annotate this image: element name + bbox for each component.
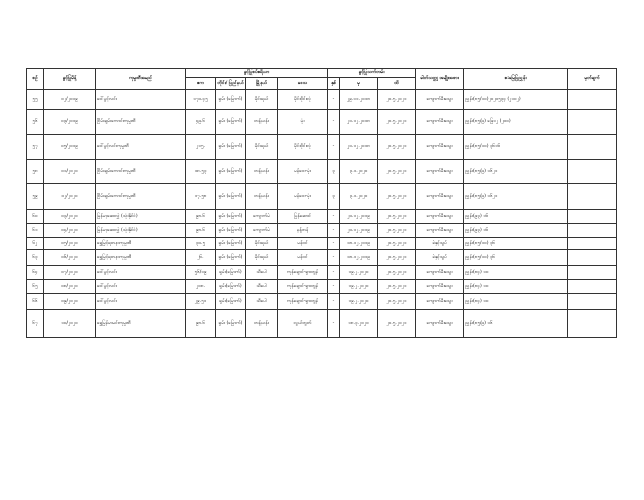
- cell-permit-no: ၀၄/၂၀၂၀: [44, 224, 96, 238]
- cell-permit-no: ၁၀/၂၀၂၀: [44, 310, 96, 338]
- cell-to: ၂၀.၅.၂၀၂၁: [378, 280, 416, 294]
- cell-coordinates: ညွှန်း(၈၅/၁၀) ၃၆: [464, 250, 568, 266]
- cell-remarks: [568, 210, 617, 224]
- table-body: [27, 90, 617, 338]
- cell-permit-no: ၀၅/၂၀၂၀: [44, 238, 96, 250]
- cell-serial: ၆၆: [27, 294, 44, 310]
- cell-remarks: [568, 110, 617, 135]
- cell-coordinates: ညွှန်း(၈၅/၁၀) ၃၆၁၆: [464, 135, 568, 160]
- cell-years: ၃: [328, 160, 340, 184]
- table-row: [27, 224, 617, 238]
- cell-permit-no: ၀၈/၂၀၂၀: [44, 280, 96, 294]
- cell-remarks: [568, 266, 617, 280]
- cell-coordinates: ညွှန်း(၉၃) ၁၆: [464, 210, 568, 224]
- cell-remarks: [568, 238, 617, 250]
- cell-serial: ၅၇: [27, 135, 44, 160]
- cell-mineral: ကျောက်မီးသွေး: [416, 294, 464, 310]
- cell-serial: ၆၀: [27, 210, 44, 224]
- cell-years: -: [328, 266, 340, 280]
- cell-remarks: [568, 135, 617, 160]
- cell-mineral: ခဲနှင့်သွပ်: [416, 238, 464, 250]
- cell-company: မြန်မာ့ဆေးလွှဲ (သုံးနိုင်ငံ): [96, 210, 186, 224]
- cell-years: -: [328, 224, 340, 238]
- table-row: [27, 160, 617, 184]
- cell-company: ဒေါ်ပွင့်လင်းကုမ္ပဏီ: [96, 135, 186, 160]
- cell-unit: ရှမ်း (မြောက်): [216, 250, 246, 266]
- cell-unit: ရှမ်း(မြောက်): [216, 280, 246, 294]
- cell-to: ၂၀.၅.၂၀၂၁: [378, 90, 416, 110]
- table-row: [27, 210, 617, 224]
- cell-to: ၂၀.၅.၂၀၂၁: [378, 310, 416, 338]
- cell-from: ၂၀.၁၂.၂၀၁၉: [340, 210, 378, 224]
- cell-permit-no: ၀၇/၂၀၂၀: [44, 266, 96, 280]
- header-duration-group: ခွင့်ပြုသက်တမ်း: [328, 69, 416, 78]
- cell-mineral: ကျောက်မီးသွေး: [416, 210, 464, 224]
- cell-coordinates: ညွှန်း(၈၅/၉) ခြေ၁၂ (၂၀၀): [464, 110, 568, 135]
- cell-village: မုံး: [278, 110, 328, 135]
- cell-mineral: ခဲနှင့်သွပ်: [416, 250, 464, 266]
- header-district: မြို့နယ်: [246, 78, 278, 90]
- cell-from: ၂၀.၁၂.၂၀၁၉: [340, 224, 378, 238]
- cell-unit: ရှမ်း (မြောက်): [216, 160, 246, 184]
- cell-district: တန့်ယန်း: [246, 184, 278, 210]
- data-table-container: [26, 68, 616, 478]
- cell-district: ကျောက်မဲ: [246, 224, 278, 238]
- cell-district: ကျောက်မဲ: [246, 210, 278, 224]
- cell-permit-no: ၀၃/၂၀၂၀: [44, 210, 96, 224]
- header-from: မှ: [340, 78, 378, 90]
- cell-serial: ၅၈: [27, 160, 44, 184]
- cell-years: -: [328, 310, 340, 338]
- cell-remarks: [568, 250, 617, 266]
- cell-village: မန်ဝင်: [278, 238, 328, 250]
- cell-company: မြန်မာ့ဆေးလွှဲ (သုံးနိုင်ငံ): [96, 224, 186, 238]
- cell-coordinates: ညွှန်း(၈၅/၉) ၁၆၂၁: [464, 160, 568, 184]
- cell-district: သီပေါ: [246, 294, 278, 310]
- cell-remarks: [568, 160, 617, 184]
- cell-to: ၂၀.၅.၂၀၂၁: [378, 135, 416, 160]
- cell-village: မန်ဝေး-မုံး: [278, 160, 328, 184]
- table-row: [27, 90, 617, 110]
- cell-unit: ရှမ်း (မြောက်): [216, 184, 246, 210]
- cell-from: ၁၉.၂.၂၀၂၀: [340, 294, 378, 310]
- cell-unit: ရှမ်း(မြောက်): [216, 266, 246, 280]
- cell-serial: ၆၁: [27, 224, 44, 238]
- header-serial: စဉ်: [27, 69, 44, 90]
- cell-company: ငြိမ်းချမ်းကောင်းကုမ္ပဏီ: [96, 110, 186, 135]
- cell-coordinates: ညွှန်း(၈၅/၉) ၁၆၂၁: [464, 184, 568, 210]
- cell-company: ရွှေမြင့်ရတနာကုမ္ပဏီ: [96, 250, 186, 266]
- cell-serial: ၆၅: [27, 280, 44, 294]
- cell-village: နန့်တန်: [278, 224, 328, 238]
- cell-district: မိုင်းရယ်: [246, 238, 278, 250]
- cell-from: ၁၈.၁၂.၂၀၁၉: [340, 238, 378, 250]
- table-row: [27, 135, 617, 160]
- cell-remarks: [568, 294, 617, 310]
- table-row: [27, 238, 617, 250]
- table-row: [27, 184, 617, 210]
- cell-village: ကုန်ချောင်-ရှားတွန်: [278, 280, 328, 294]
- cell-area: ၁၇.၅၈: [186, 184, 216, 210]
- cell-company: ရွှေမြန်မာမင်းကုမ္ပဏီ: [96, 310, 186, 338]
- cell-permit-no: ၀၅/၂၀၁၉: [44, 135, 96, 160]
- cell-village: မန်ဝင်: [278, 250, 328, 266]
- cell-area: ၅၆/၁၉: [186, 266, 216, 280]
- cell-company: ရွှေမြင့်ရတနာကုမ္ပဏီ: [96, 238, 186, 250]
- cell-village: မိုင်းဝိုင်းလုံ: [278, 135, 328, 160]
- cell-unit: ရှမ်း (မြောက်): [216, 210, 246, 224]
- cell-mineral: ကျောက်မီးသွေး: [416, 310, 464, 338]
- cell-to: ၂၀.၅.၂၀၂၁: [378, 294, 416, 310]
- table-row: [27, 250, 617, 266]
- cell-years: -: [328, 110, 340, 135]
- cell-area: ၉၈.၆: [186, 224, 216, 238]
- cell-from: ၁၈.၃.၂၀၂၀: [340, 310, 378, 338]
- cell-coordinates: ညွှန်း(၈၅/၁၀)၂၀၂၀၅၃၄ (၂၁၀၂): [464, 90, 568, 110]
- cell-to: ၂၀.၅.၂၀၂၁: [378, 224, 416, 238]
- cell-mineral: ကျောက်မီးသွေး: [416, 280, 464, 294]
- cell-coordinates: ညွှန်း(၈၄) ၁၀: [464, 280, 568, 294]
- cell-years: -: [328, 250, 340, 266]
- cell-coordinates: ညွှန်း(၈၄) ၁၀: [464, 294, 568, 310]
- cell-village: မန်ဝေး-မုံး: [278, 184, 328, 210]
- cell-area: ၉၈.၆: [186, 310, 216, 338]
- cell-district: မိုင်းရယ်: [246, 250, 278, 266]
- cell-district: သီပေါ: [246, 280, 278, 294]
- cell-unit: ရှမ်း (မြောက်): [216, 135, 246, 160]
- cell-district: မိုင်းရယ်: [246, 90, 278, 110]
- cell-permit-no: ၀၂/၂၀၁၉: [44, 90, 96, 110]
- cell-remarks: [568, 90, 617, 110]
- cell-district: တန့်ယန်း: [246, 160, 278, 184]
- header-years: နှစ်: [328, 78, 340, 90]
- cell-to: ၂၀.၅.၂၀၂၁: [378, 210, 416, 224]
- cell-to: ၂၀.၅.၂၀၂၁: [378, 160, 416, 184]
- table-row: [27, 266, 617, 280]
- cell-area: ၄၉.၆: [186, 110, 216, 135]
- cell-company: ဒေါ်ပွင့်လင်း: [96, 294, 186, 310]
- cell-district: တန့်ယန်း: [246, 110, 278, 135]
- cell-from: ၂၀.၁၂.၂၀၁၈: [340, 110, 378, 135]
- header-company: ကုမ္ပဏီအမည်: [96, 69, 186, 90]
- cell-permit-no: ၀၁/၂၀၂၀: [44, 160, 96, 184]
- cell-area: ၂၁၅.: [186, 135, 216, 160]
- cell-district: သီပေါ: [246, 266, 278, 280]
- header-area: ဧက: [186, 78, 216, 90]
- cell-permit-no: ၀၆/၂၀၂၀: [44, 250, 96, 266]
- cell-village: ပြန်ဆောင်: [278, 210, 328, 224]
- cell-mineral: ကျောက်မီးသွေး: [416, 90, 464, 110]
- cell-village: လွယ်ဘွတ်: [278, 310, 328, 338]
- cell-mineral: ကျောက်မီးသွေး: [416, 110, 464, 135]
- cell-from: ၃.၁.၂၀၂၀: [340, 184, 378, 210]
- cell-area: ၁၈.၅၃: [186, 160, 216, 184]
- cell-area: ၉၈.၆: [186, 210, 216, 224]
- cell-unit: ရှမ်း (မြောက်): [216, 90, 246, 110]
- cell-permit-no: ၀၂/၂၀၂၀: [44, 184, 96, 210]
- cell-unit: ရှမ်း (မြောက်): [216, 238, 246, 250]
- cell-remarks: [568, 184, 617, 210]
- cell-from: ၂၉.၁၁.၂၀၁၈: [340, 90, 378, 110]
- cell-coordinates: ညွှန်း(၈၄) ၁၀: [464, 266, 568, 280]
- cell-area: ၂၉.၅၁: [186, 294, 216, 310]
- cell-area: ၂၀၈.: [186, 280, 216, 294]
- cell-to: ၂၀.၅.၂၀၂၁: [378, 238, 416, 250]
- cell-mineral: ကျောက်မီးသွေး: [416, 160, 464, 184]
- cell-area: ၂၆.: [186, 250, 216, 266]
- cell-to: ၂၀.၅.၂၀၂၁: [378, 184, 416, 210]
- cell-years: -: [328, 238, 340, 250]
- header-to: ထိ: [378, 78, 416, 90]
- cell-coordinates: ညွှန်း(၉၃) ၁၆: [464, 224, 568, 238]
- table-row: [27, 280, 617, 294]
- cell-mineral: ကျောက်မီးသွေး: [416, 266, 464, 280]
- cell-years: -: [328, 135, 340, 160]
- cell-area: ၃၀.၅: [186, 238, 216, 250]
- cell-company: ဒေါ်ပွင့်လင်း: [96, 90, 186, 110]
- cell-village: မိုင်းဝိုင်းလုံ: [278, 90, 328, 110]
- table-row: [27, 110, 617, 135]
- header-minerals: ဓါတ်သတ္တု အမျိုးအစား: [416, 69, 464, 90]
- cell-mineral: ကျောက်မီးသွေး: [416, 224, 464, 238]
- cell-permit-no: ၀၉/၂၀၂၀: [44, 294, 96, 310]
- cell-serial: ၆၃: [27, 250, 44, 266]
- cell-company: ဒေါ်ပွင့်လင်း: [96, 280, 186, 294]
- cell-unit: ရှမ်း (မြောက်): [216, 224, 246, 238]
- cell-years: ၃: [328, 184, 340, 210]
- table-row: [27, 294, 617, 310]
- header-remarks: မှတ်ချက်: [568, 69, 617, 90]
- table-row: [27, 310, 617, 338]
- mining-permits-table: [26, 68, 617, 338]
- cell-years: -: [328, 294, 340, 310]
- cell-to: ၂၀.၅.၂၀၂၁: [378, 250, 416, 266]
- header-village: ဒေသ: [278, 78, 328, 90]
- cell-remarks: [568, 224, 617, 238]
- cell-mineral: ကျောက်မီးသွေး: [416, 135, 464, 160]
- cell-years: -: [328, 210, 340, 224]
- cell-years: -: [328, 280, 340, 294]
- cell-district: မိုင်းရယ်: [246, 135, 278, 160]
- cell-village: ကုန်ချောင်-ရှားတွန်: [278, 294, 328, 310]
- cell-to: ၂၀.၅.၂၀၂၁: [378, 110, 416, 135]
- cell-from: ၂၀.၁၂.၂၀၁၈: [340, 135, 378, 160]
- cell-serial: ၆၇: [27, 310, 44, 338]
- cell-from: ၁၉.၂.၂၀၂၀: [340, 266, 378, 280]
- cell-years: -: [328, 90, 340, 110]
- cell-mineral: ကျောက်မီးသွေး: [416, 184, 464, 210]
- cell-from: ၁၉.၂.၂၀၂၀: [340, 280, 378, 294]
- cell-from: ၁၈.၁၂.၂၀၁၉: [340, 250, 378, 266]
- cell-serial: ၆၄: [27, 266, 44, 280]
- header-coordinates: ဧ:မြေပြညွှန်း: [464, 69, 568, 90]
- cell-remarks: [568, 280, 617, 294]
- cell-unit: ရှမ်း(မြောက်): [216, 294, 246, 310]
- cell-to: ၂၀.၅.၂၀၂၁: [378, 266, 416, 280]
- cell-company: ငြိမ်းချမ်းကောင်းကုမ္ပဏီ: [96, 160, 186, 184]
- cell-serial: ၆၂: [27, 238, 44, 250]
- header-area-group: ခွင့်ပြုစပ်ဧရိယာ: [186, 69, 328, 78]
- header-unit: တိုင်း/ ပြည်နယ်: [216, 78, 246, 90]
- cell-unit: ရှမ်း (မြောက်): [216, 310, 246, 338]
- cell-district: တန့်ယန်း: [246, 310, 278, 338]
- cell-company: ဒေါ်ပွင့်လင်း: [96, 266, 186, 280]
- cell-company: ငြိမ်းချမ်းကောင်းကုမ္ပဏီ: [96, 184, 186, 210]
- header-permit-no: ခွင့်ပြုမိန့်: [44, 69, 96, 90]
- cell-unit: ရှမ်း (မြောက်): [216, 110, 246, 135]
- cell-remarks: [568, 310, 617, 338]
- cell-serial: ၅၉: [27, 184, 44, 210]
- cell-coordinates: ညွှန်း(၈၅/၁၀) ၃၆: [464, 238, 568, 250]
- cell-serial: ၅၆: [27, 110, 44, 135]
- cell-serial: ၅၅: [27, 90, 44, 110]
- cell-permit-no: ၀၃/၂၀၁၉: [44, 110, 96, 135]
- cell-village: ကုန်ချောင်-ရှားတွန်: [278, 266, 328, 280]
- cell-area: ၁၇၀.၄၅: [186, 90, 216, 110]
- cell-coordinates: ညွှန်း(၈၅/၉) ၁၆: [464, 310, 568, 338]
- cell-from: ၃.၁.၂၀၂၀: [340, 160, 378, 184]
